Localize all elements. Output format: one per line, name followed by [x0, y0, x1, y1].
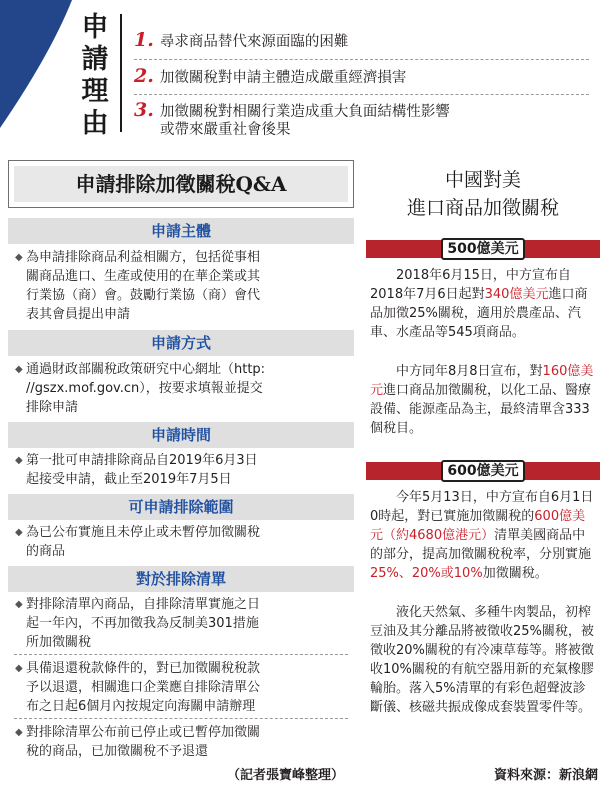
- qa-item: [8, 523, 354, 561]
- tariff-paragraph: [370, 362, 598, 438]
- highlight-amount: 340億美元: [484, 287, 549, 302]
- tariffs-title: [366, 166, 600, 222]
- qa-item: [8, 659, 354, 716]
- text: 今年5月13日，中方宣布自6月1日0時起，對已實施加徵關稅的: [370, 490, 594, 524]
- reason-3: [134, 100, 450, 122]
- qa-separator: [14, 718, 348, 719]
- section-heading-time: 申請時間: [8, 422, 354, 448]
- qa-line: 具備退還稅款條件的，對已加徵關稅稅款: [26, 661, 261, 676]
- qa-line: 起接受申請，截止至2019年7月5日: [26, 472, 232, 487]
- reason-text: 加徵關稅對申請主體造成嚴重經濟損害: [159, 70, 407, 86]
- reason-number: 2.: [134, 65, 154, 87]
- bullet-icon: ◆: [15, 364, 23, 375]
- qa-separator: [14, 654, 348, 655]
- reasons-divider: [120, 14, 122, 132]
- tariffs-title-line: 中國對美: [444, 169, 521, 191]
- tariffs-title-line: 進口商品加徵關稅: [406, 197, 559, 219]
- qa-line: 稅的商品，已加徵關稅不予退還: [26, 744, 209, 759]
- bullet-icon: ◆: [15, 252, 23, 263]
- data-source: 資料來源：新浪網: [493, 768, 598, 783]
- qa-line: 對排除清單內商品，自排除清單實施之日: [26, 597, 261, 612]
- section-heading-scope: 可申請排除範圍: [8, 494, 354, 520]
- qa-line: 布之日起6個月內按規定向海關申請辦理: [26, 699, 256, 714]
- qa-item: [8, 360, 354, 417]
- section-heading-method: 申請方式: [8, 330, 354, 356]
- qa-line: 起一年內，不再加徵我為反制美301措施: [26, 616, 259, 631]
- bullet-icon: ◆: [15, 663, 23, 674]
- text: 加徵關稅。: [482, 566, 548, 581]
- reason-number: 3.: [134, 99, 154, 121]
- bullet-icon: ◆: [15, 727, 23, 738]
- amount-label-600: 600億美元: [441, 460, 525, 482]
- qa-item: [8, 248, 354, 324]
- qa-line: 為已公布實施且未停止或未暫停加徵關稅: [26, 525, 261, 540]
- bullet-icon: ◆: [15, 599, 23, 610]
- reason-1: [134, 30, 348, 52]
- tariff-paragraph: [370, 266, 598, 342]
- tariff-paragraph: [370, 488, 598, 583]
- qa-line: 排除申請: [26, 400, 79, 415]
- reason-separator: [134, 59, 589, 60]
- bullet-icon: ◆: [15, 527, 23, 538]
- qa-line: 第一批可申請排除商品自2019年6月3日: [26, 453, 258, 468]
- qa-line: 所加徵關稅: [26, 635, 92, 650]
- qa-line: 予以退還，相關進口企業應自排除清單公: [26, 680, 261, 695]
- text: 進口商品加徵25%關稅，適用於農產品、汽車、水產品等545項商品。: [370, 287, 588, 340]
- qa-line: 為申請排除商品利益相關方，包括從事相: [26, 250, 261, 265]
- reason-3-continuation: [160, 120, 291, 140]
- qa-line: 的商品: [26, 544, 66, 559]
- reason-text: 尋求商品替代來源面臨的困難: [159, 34, 349, 50]
- qa-line: 關商品進口、生產或使用的在華企業或其: [26, 269, 261, 284]
- qa-line: 行業協（商）會。鼓勵行業協（商）會代: [26, 288, 261, 303]
- reason-text: 或帶來嚴重社會後果: [160, 122, 291, 138]
- qa-line: //gszx.mof.gov.cn），按要求填報並提交: [26, 381, 263, 396]
- reason-number: 1.: [134, 29, 154, 51]
- section-heading-exclusion-list: 對於排除清單: [8, 566, 354, 592]
- qa-item: [8, 595, 354, 652]
- qa-line: 對排除清單公布前已停止或已暫停加徵關: [26, 725, 261, 740]
- qa-item: [8, 451, 354, 489]
- highlight-amount: 160億美元: [370, 364, 594, 398]
- reasons-title: 申請理由: [81, 12, 109, 139]
- text: 2018年6月15日，中方宣布自2018年7月6日起對: [370, 268, 571, 302]
- text: 清單美國商品中的部分，提高加徵關稅稅率，分別實施: [370, 528, 592, 562]
- text: 液化天然氣、多種牛肉製品，初榨豆油及其分離品將被徵收25%關稅，被徵收20%關稅的有冷凍草莓等。將被徵收10%關稅的有航空器用新的充氣橡膠輪胎。落入5%清單的有彩色超聲波診斷儀、核磁共振成像成套裝置零件等。: [370, 605, 594, 715]
- amount-label-500: 500億美元: [441, 238, 525, 260]
- qa-line: 通過財政部關稅政策研究中心網址（http:: [26, 362, 266, 377]
- highlight-amount: 600億美元（約4680億港元）: [370, 509, 586, 543]
- reporter-credit: （記者張寶峰整理）: [226, 768, 344, 783]
- qa-item: [8, 723, 354, 761]
- reason-2: [134, 66, 406, 88]
- qa-title: 申請排除加徵關稅Q&A: [75, 172, 287, 196]
- text: 進口商品加徵關稅，以化工品、醫療設備、能源產品為主，最終清單含333個稅目。: [370, 383, 592, 436]
- reason-separator: [134, 94, 589, 95]
- highlight-rates: 25%、20%或10%: [370, 566, 483, 581]
- text: 中方同年8月8日宣布，對: [396, 364, 543, 379]
- blue-corner-decoration: [0, 0, 72, 130]
- bullet-icon: ◆: [15, 455, 23, 466]
- reason-text: 加徵關稅對相關行業造成重大負面結構性影響: [159, 104, 450, 120]
- tariff-paragraph: [370, 603, 598, 717]
- qa-line: 表其會員提出申請: [26, 307, 131, 322]
- section-heading-applicant: 申請主體: [8, 218, 354, 244]
